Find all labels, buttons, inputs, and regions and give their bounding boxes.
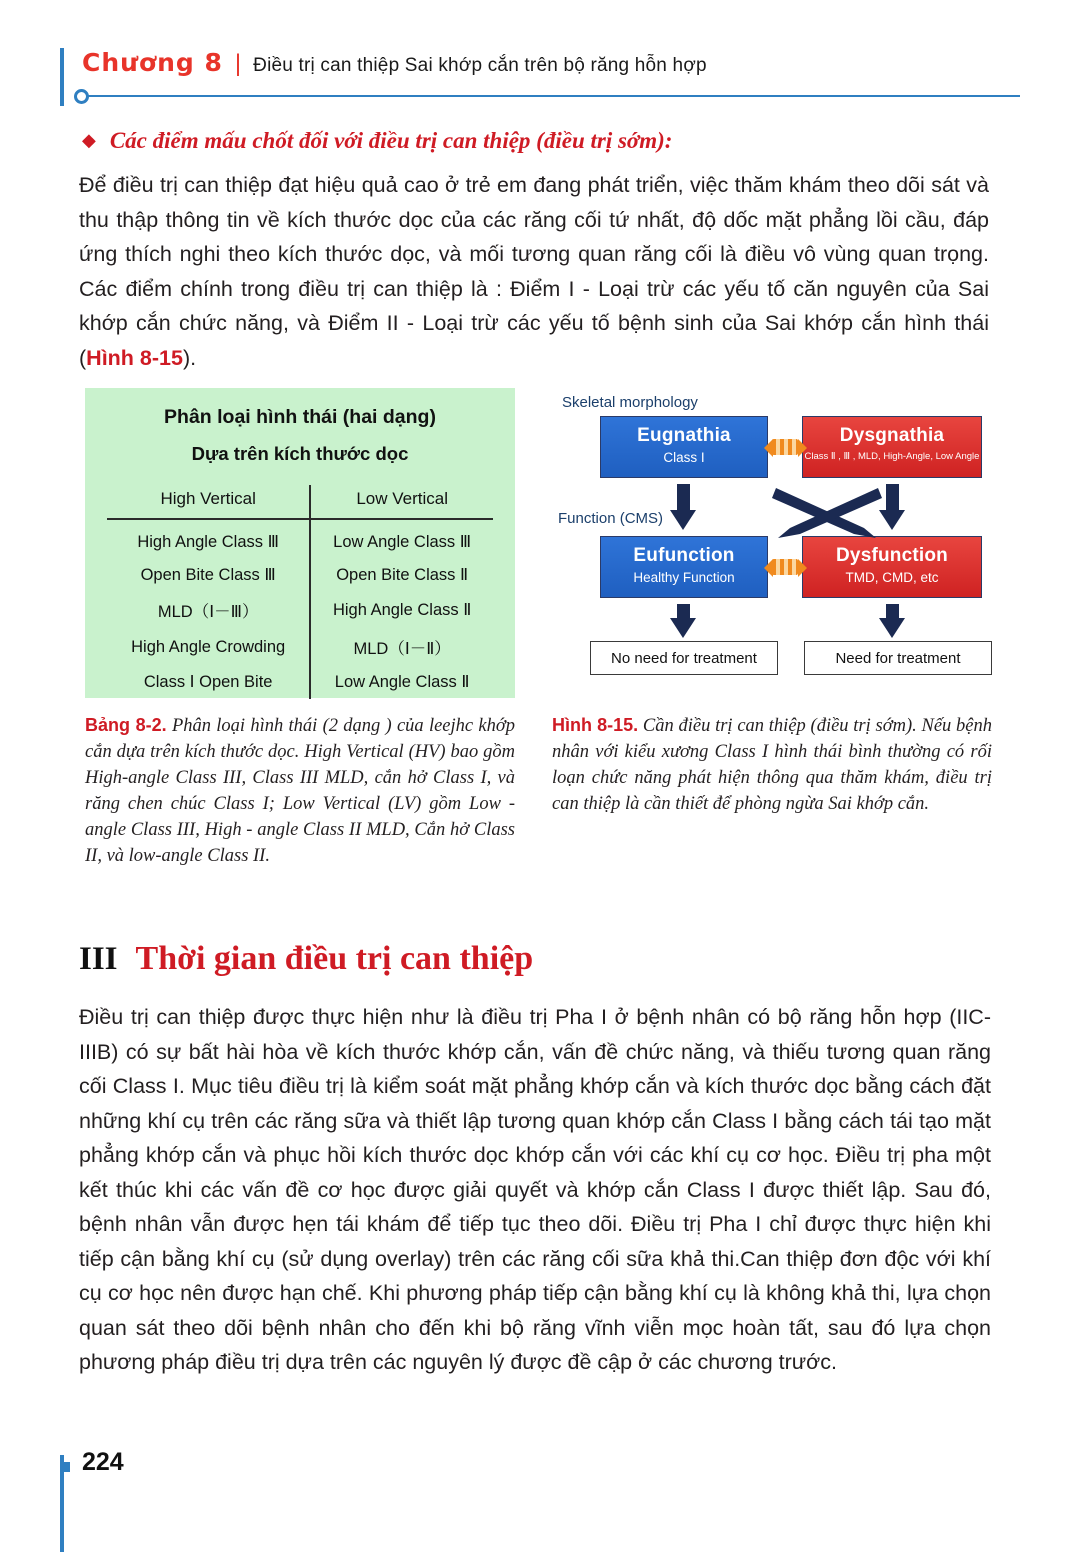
- paragraph-intervention-part2: ).: [182, 345, 197, 370]
- table-header-low-vertical: Low Vertical: [356, 489, 448, 508]
- table-row: [107, 629, 493, 666]
- table-cell: High Angle Crowding: [107, 629, 310, 666]
- paragraph-intervention: [79, 168, 989, 375]
- skeletal-morphology-label: Skeletal morphology: [562, 394, 698, 411]
- figure-caption-text: Cần điều trị can thiệp (điều trị sớm). Nếu bệnh nhân với kiểu xương Class I hình thái bình thường có rối loạn chức năng phát hiện thông qua thăm khám, điều trị can thiệp là cần thiết để phòng ngừa Sai khớp cắn.: [552, 716, 992, 814]
- table-cell: Open Bite Class Ⅲ: [107, 559, 310, 592]
- table-cell: High Angle Class Ⅱ: [332, 601, 472, 619]
- morphology-table: [85, 388, 515, 698]
- spring-arrow-left-2-icon: [764, 559, 773, 577]
- table-cell: Open Bite Class Ⅱ: [336, 566, 469, 584]
- arrow-down-outcome-left-icon: [670, 618, 696, 638]
- table-title-line2: Dựa trên kích thước dọc: [191, 443, 409, 464]
- header-dot-icon: [74, 89, 89, 104]
- dysgnathia-title: Dysgnathia: [839, 425, 945, 446]
- section-title: Thời gian điều trị can thiệp: [135, 940, 534, 977]
- table-cell: Low Angle Class Ⅱ: [334, 673, 470, 691]
- table-row: [107, 592, 493, 629]
- eugnathia-box: [600, 416, 768, 478]
- spring-connector-bottom-icon: [772, 559, 798, 575]
- section-number: III: [79, 941, 118, 977]
- dysgnathia-box: [802, 416, 982, 478]
- arrow-stem-right-icon: [886, 484, 899, 512]
- eufunction-box: [600, 536, 768, 598]
- section-heading: [79, 940, 533, 978]
- table-title-line1: Phân loại hình thái (hai dạng): [164, 406, 436, 428]
- chapter-label: Chương 8: [82, 48, 223, 77]
- table-cell: Low Angle Class Ⅲ: [333, 533, 472, 551]
- table-caption-label: Bảng 8-2.: [85, 715, 167, 735]
- dysfunction-sub: TMD, CMD, etc: [845, 570, 939, 585]
- table-row: [107, 666, 493, 699]
- need-treatment-box: Need for treatment: [804, 641, 992, 675]
- key-points-heading: [82, 127, 982, 155]
- diamond-icon: ◆: [82, 130, 96, 150]
- spring-connector-top-icon: [772, 439, 798, 455]
- figure-reference: Hình 8-15: [86, 345, 183, 370]
- eufunction-sub: Healthy Function: [633, 570, 735, 585]
- arrow-stem-left-icon: [677, 484, 690, 512]
- table-header-high-vertical: High Vertical: [107, 485, 310, 519]
- eugnathia-title: Eugnathia: [637, 425, 731, 446]
- table-cell: Class Ⅰ Open Bite: [107, 666, 310, 699]
- treatment-need-diagram: [552, 388, 997, 698]
- table-row: [107, 519, 493, 559]
- crossing-arrows-icon: [768, 484, 886, 542]
- no-need-treatment-box: No need for treatment: [590, 641, 778, 675]
- spring-arrow-left-icon: [764, 439, 773, 457]
- table-cell: High Angle Class Ⅲ: [107, 519, 310, 559]
- paragraph-timing: Điều trị can thiệp được thực hiện như là điều trị Pha I ở bệnh nhân có bộ răng hỗn hợp (IIC-IIIB) có sự bất hài hòa về kích thước khớp cắn, vấn đề chức năng, và thiếu tương quan răng cối Class I. Mục tiêu điều trị là kiểm soát mặt phẳng khớp cắn và kích thước dọc bằng cách đặt những khí cụ trên các răng sữa và thiết lập tương quan khớp cắn Class I bằng cách tái tạo mặt phẳng khớp cắn và phục hồi kích thước dọc khớp cắn với các khí cụ cơ học. Điều trị pha một kết thúc khi các vấn đề cơ học được giải quyết và khớp cắn Class I được thiết lập. Sau đó, bệnh nhân vẫn được hẹn tái khám để tiếp tục theo dõi. Điều trị Pha I chỉ được thực hiện khi tiếp cận bằng khí cụ (sử dụng overlay) trên các răng cối sữa khả thi.Can thiệp đơn độc với khí cụ cơ học nên được hạn chế. Khi phương pháp tiếp cận bằng khí cụ là không khả thi, lựa chọn quan sát theo dõi bệnh nhân cho đến khi bộ răng vĩnh viễn mọc hoàn tất, sau đó lựa chọn phương pháp điều trị dựa trên các nguyên lý được đề cập ở các chương trước.: [79, 1005, 991, 1374]
- eugnathia-sub: Class I: [663, 450, 705, 465]
- chapter-title: Điều trị can thiệp Sai khớp cắn trên bộ răng hỗn hợp: [253, 55, 707, 76]
- table-cell: MLD（Ⅰ－Ⅱ）: [353, 640, 451, 658]
- header-divider: |: [234, 50, 242, 77]
- header-rule: [82, 95, 1020, 97]
- figure-caption-label: Hình 8-15.: [552, 715, 639, 735]
- spring-arrow-right-icon: [798, 439, 807, 457]
- dysfunction-title: Dysfunction: [836, 545, 948, 566]
- page-number: 224: [82, 1448, 124, 1476]
- arrow-down-outcome-right-icon: [879, 618, 905, 638]
- spring-arrow-right-2-icon: [798, 559, 807, 577]
- footer-square-icon: [60, 1462, 70, 1472]
- eufunction-title: Eufunction: [633, 545, 735, 566]
- table-caption-text: Phân loại hình thái (2 dạng ) của leejhc khớp cắn dựa trên kích thước dọc. High Vertical (HV) bao gồm High-angle Class III, Class III MLD, cắn hở Class I, và răng chen chúc Class I; Low Vertical (LV) gồm Low - angle Class III, High - angle Class II MLD, Cắn hở Class II, và low-angle Class II.: [85, 716, 515, 866]
- table-row: [107, 559, 493, 592]
- dysgnathia-sub: Class Ⅱ , Ⅲ , MLD, High-Angle, Low Angle: [804, 451, 980, 462]
- table-header-row: [107, 485, 493, 519]
- paragraph-intervention-part1: Để điều trị can thiệp đạt hiệu quả cao ở trẻ em đang phát triển, việc thăm khám theo dõi sát và thu thập thông tin về kích thước dọc của các răng cối tứ nhất, độ dốc mặt phẳng lồi cầu, đáp ứng thích nghi theo kích thước dọc, và mối tương quan răng cối là điều vô vùng quan trọng. Các điểm chính trong điều trị can thiệp là : Điểm I - Loại trừ các yếu tố căn nguyên của Sai khớp cắn chức năng, và Điểm II - Loại trừ các yếu tố bệnh sinh của Sai khớp cắn hình thái (: [79, 173, 989, 370]
- dysfunction-box: [802, 536, 982, 598]
- arrow-down-left-icon: [670, 510, 696, 530]
- table-cell: MLD（Ⅰ－Ⅲ）: [107, 592, 310, 629]
- page-header: [60, 48, 1020, 108]
- classification-table: [107, 485, 493, 699]
- function-cms-label: Function (CMS): [558, 510, 664, 527]
- key-points-heading-text: Các điểm mấu chốt đối với điều trị can thiệp (điều trị sớm):: [109, 128, 673, 153]
- table-caption: [85, 712, 515, 869]
- figure-caption: [552, 712, 992, 817]
